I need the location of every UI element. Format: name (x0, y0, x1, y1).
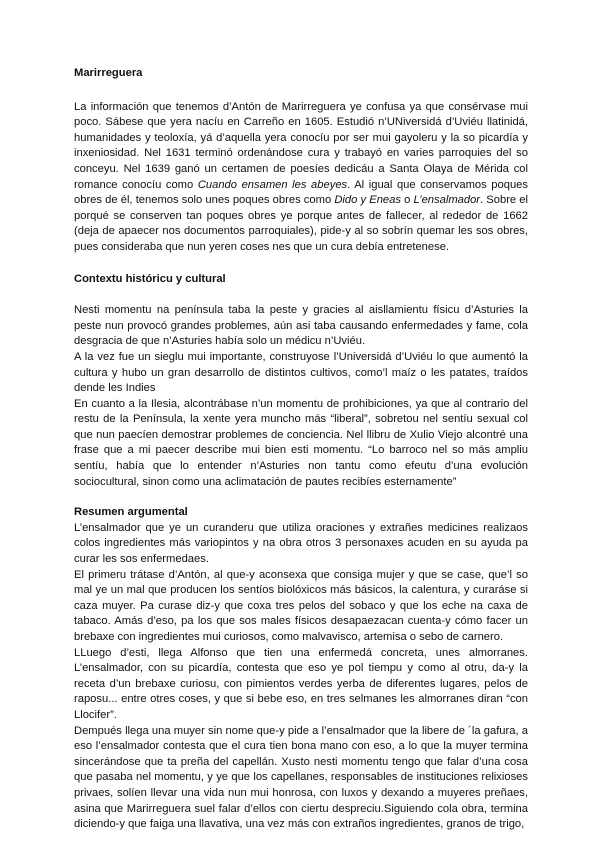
intro-text-4: . Sobre el porqué se conserven tan poques obres ye porque antes de fallecer, al rededor de 1662 (deja de apaecer nos documentos parroquiales), pide-y al so sobrín quemar les sos obres, pues consideraba que nun yeren coses nes que un cura debía entretenese. (74, 194, 528, 253)
context-paragraph-3: En cuanto a la Ilesia, alcontrábase n’un momentu de prohibiciones, ya que al contrario del restu de la Península, la xente yera muncho más “liberal”, sobretou nel sentíu sexual col que nun paecíen demostrar problemes de conciencia. Nel llibru de Xulio Viejo alcontré una frase que a mi paecer describe mui bien esti momentu. “Lo barroco nel so más ampliu sentíu, había que lo entender n’Asturies non tantu como efeutu d’una evolución sociocultural, sinon como una aclimatación de pautes recibíes esternamente” (74, 397, 528, 488)
context-paragraph-1: Nesti momentu na península taba la peste y gracies al aisllamientu físicu d’Asturies la peste nun provocó grandes problemes, aún asi taba causando enfermedades y fame, cola desgracia de que n’Asturies había solo un médicu n’Uviéu. (74, 304, 528, 348)
intro-text-1: La información que tenemos d’Antón de Marirreguera ye confusa ya que consérvase mui poco. Sábese que yera nacíu en Carreño en 1605. Estudió n’UNiversidá d’Uviéu llatinidá, humanidades y teoloxía, yá d’aquella yera conocíu por ser mui gayoleru y la so picardía y inxeniosidad. Nel 1631 terminó ordenándose cura y trabayó en varies parroquies del so conceyu. Nel 1639 ganó un certamen de poesíes dedicáu a Santa Olaya de Mérida col romance conocíu como (74, 100, 528, 191)
summary-paragraph-3: LLuego d’esti, llega Alfonso que tien una enfermedá concreta, unes almorranes. L’ensalmador, con su picardía, contesta que eso ye pol tiempu y como al otru, da-y la receta d’un brebaxe curiosu, con pimientos verdes yerba de diferentes lugares, pelos de raposu... entre otres coses, y que si bebe eso, en tres selmanes les almorranes diran “con Llocifer”. (74, 646, 528, 721)
summary-paragraph-2: El primeru trátase d’Antón, al que-y aconsexa que consiga mujer y que se case, que’l so mal ye un mal que producen los sentíos biolóxicos más básicos, la calentura, y curaráse si caza muyer. Pa curase diz-y que coxa tres pelos del sobaco y que los eche na caxa de tabaco. Amás d’eso, pa los que sos males físicos desapaezacan cuenta-y cómo facer un brebaxe con ingredientes mui curiosos, como malvavisco, artemisa o sebo de carnero. (74, 568, 528, 643)
summary-paragraph-1: L’ensalmador que ye un curanderu que utiliza oraciones y extrañes medicines realizaos colos ingredientes más variopintos y na obra otros 3 personaxes acuden en su ayuda pa curar les sos enfermedaes. (74, 521, 528, 566)
intro-paragraph (74, 100, 528, 256)
document-title: Marirreguera (74, 67, 143, 79)
section-heading-summary: Resumen argumental (74, 506, 188, 519)
document-page (74, 66, 528, 833)
context-paragraph-2: A la vez fue un sieglu mui importante, construyose l’Universidá d’Uviéu lo que aumentó la cultura y hubo un gran desarrollo de distintos cultivos, como’l maíz o les patates, traídos dende les Indies (74, 350, 528, 395)
work-title-dido: Dido y Eneas (334, 194, 401, 207)
section-heading-context: Contextu históricu y cultural (74, 272, 226, 285)
intro-text-3: o (400, 194, 414, 207)
summary-paragraph-4: Dempués llega una muyer sin nome que-y pide a l’ensalmador que la libere de ´la gafura, a eso l’ensalmador contesta que el cura tien bona mano con eso, a lo que la muyer termina sincerándose que ta preña del capellán. Xusto nesti momentu tengo que falar d’una cosa que pasaba nel momentu, y ye que los capellanes, responsables de instituciones relixioses privaes, solíen llevar una vida nun mui honrosa, con luxos y dexando a muyeres preñaes, asina que Marirreguera suel falar d’ellos con ciertu despreciu.Siguiendo cola obra, termina diciendo-y que faiga una llavativa, una vez más con extraños ingredientes, granos de trigo, (74, 724, 528, 831)
intro-text-2: . Al igual que conservamos poques obres de él, tenemos solo unes poques obres como (74, 178, 528, 207)
work-title-abeyes: Cuando ensamen les abeyes (197, 178, 348, 191)
work-title-ensalmador: L’ensalmador (413, 194, 481, 207)
